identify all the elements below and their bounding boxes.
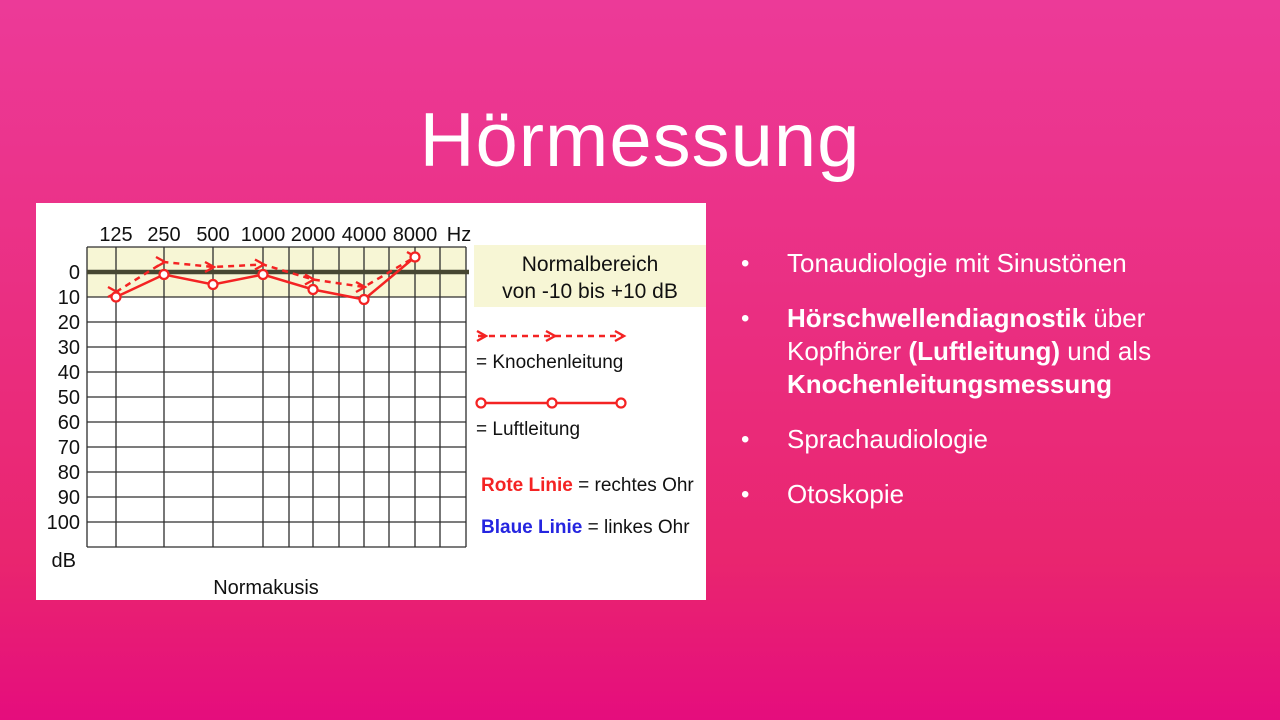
svg-text:30: 30	[57, 337, 80, 359]
normalbereich-box	[474, 245, 706, 307]
svg-text:8000: 8000	[392, 224, 438, 246]
db-axis-labels	[47, 262, 80, 572]
svg-text:70: 70	[57, 437, 80, 459]
bullet-item	[737, 302, 1257, 401]
legend-blaue-linie	[481, 517, 690, 538]
svg-text:20: 20	[57, 312, 80, 334]
bullet-text: Tonaudiologie mit Sinustönen	[787, 248, 1127, 278]
svg-text:von -10 bis +10 dB: von -10 bis +10 dB	[502, 280, 678, 303]
bullet-marker: •	[741, 426, 750, 453]
svg-text:50: 50	[57, 387, 80, 409]
freq-axis-labels	[99, 224, 471, 246]
bullet-list	[737, 247, 1257, 533]
audiogram-panel	[36, 203, 706, 600]
svg-text:60: 60	[57, 412, 80, 434]
svg-text:250: 250	[147, 224, 181, 246]
bullet-item	[737, 478, 1257, 511]
svg-text:dB: dB	[51, 550, 76, 572]
svg-text:80: 80	[57, 462, 80, 484]
bullet-item	[737, 423, 1257, 456]
svg-text:Normakusis: Normakusis	[213, 577, 319, 599]
svg-text:= Knochenleitung: = Knochenleitung	[476, 352, 624, 373]
legend-knochenleitung	[476, 331, 624, 373]
svg-text:1000: 1000	[240, 224, 286, 246]
bullet-item	[737, 247, 1257, 280]
slide-title: Hörmessung	[419, 97, 861, 183]
bullet-text: Hörschwellendiagnostik über Kopfhörer (Luftleitung) und als Knochenleitungsmessung	[787, 303, 1152, 399]
chart-caption	[213, 577, 319, 599]
svg-text:4000: 4000	[341, 224, 387, 246]
svg-text:0: 0	[68, 262, 80, 284]
svg-text:2000: 2000	[290, 224, 336, 246]
audiogram-svg	[36, 203, 706, 600]
bullet-text: Otoskopie	[787, 479, 905, 509]
bullet-marker: •	[741, 250, 750, 277]
svg-text:100: 100	[46, 512, 80, 534]
bullet-marker: •	[741, 481, 750, 508]
bullet-marker: •	[741, 305, 750, 332]
svg-text:= Luftleitung: = Luftleitung	[476, 419, 581, 440]
legend-luftleitung	[476, 399, 626, 441]
svg-text:40: 40	[57, 362, 80, 384]
bullet-text: Sprachaudiologie	[787, 424, 988, 454]
svg-text:Rote Linie = rechtes Ohr: Rote Linie = rechtes Ohr	[481, 475, 694, 496]
svg-text:500: 500	[196, 224, 230, 246]
svg-text:90: 90	[57, 487, 80, 509]
svg-text:Normalbereich: Normalbereich	[521, 253, 659, 276]
svg-text:125: 125	[99, 224, 133, 246]
legend-rote-linie	[481, 475, 694, 496]
svg-text:Blaue Linie = linkes Ohr: Blaue Linie = linkes Ohr	[481, 517, 690, 538]
svg-text:10: 10	[57, 287, 80, 309]
svg-text:Hz: Hz	[446, 224, 472, 246]
